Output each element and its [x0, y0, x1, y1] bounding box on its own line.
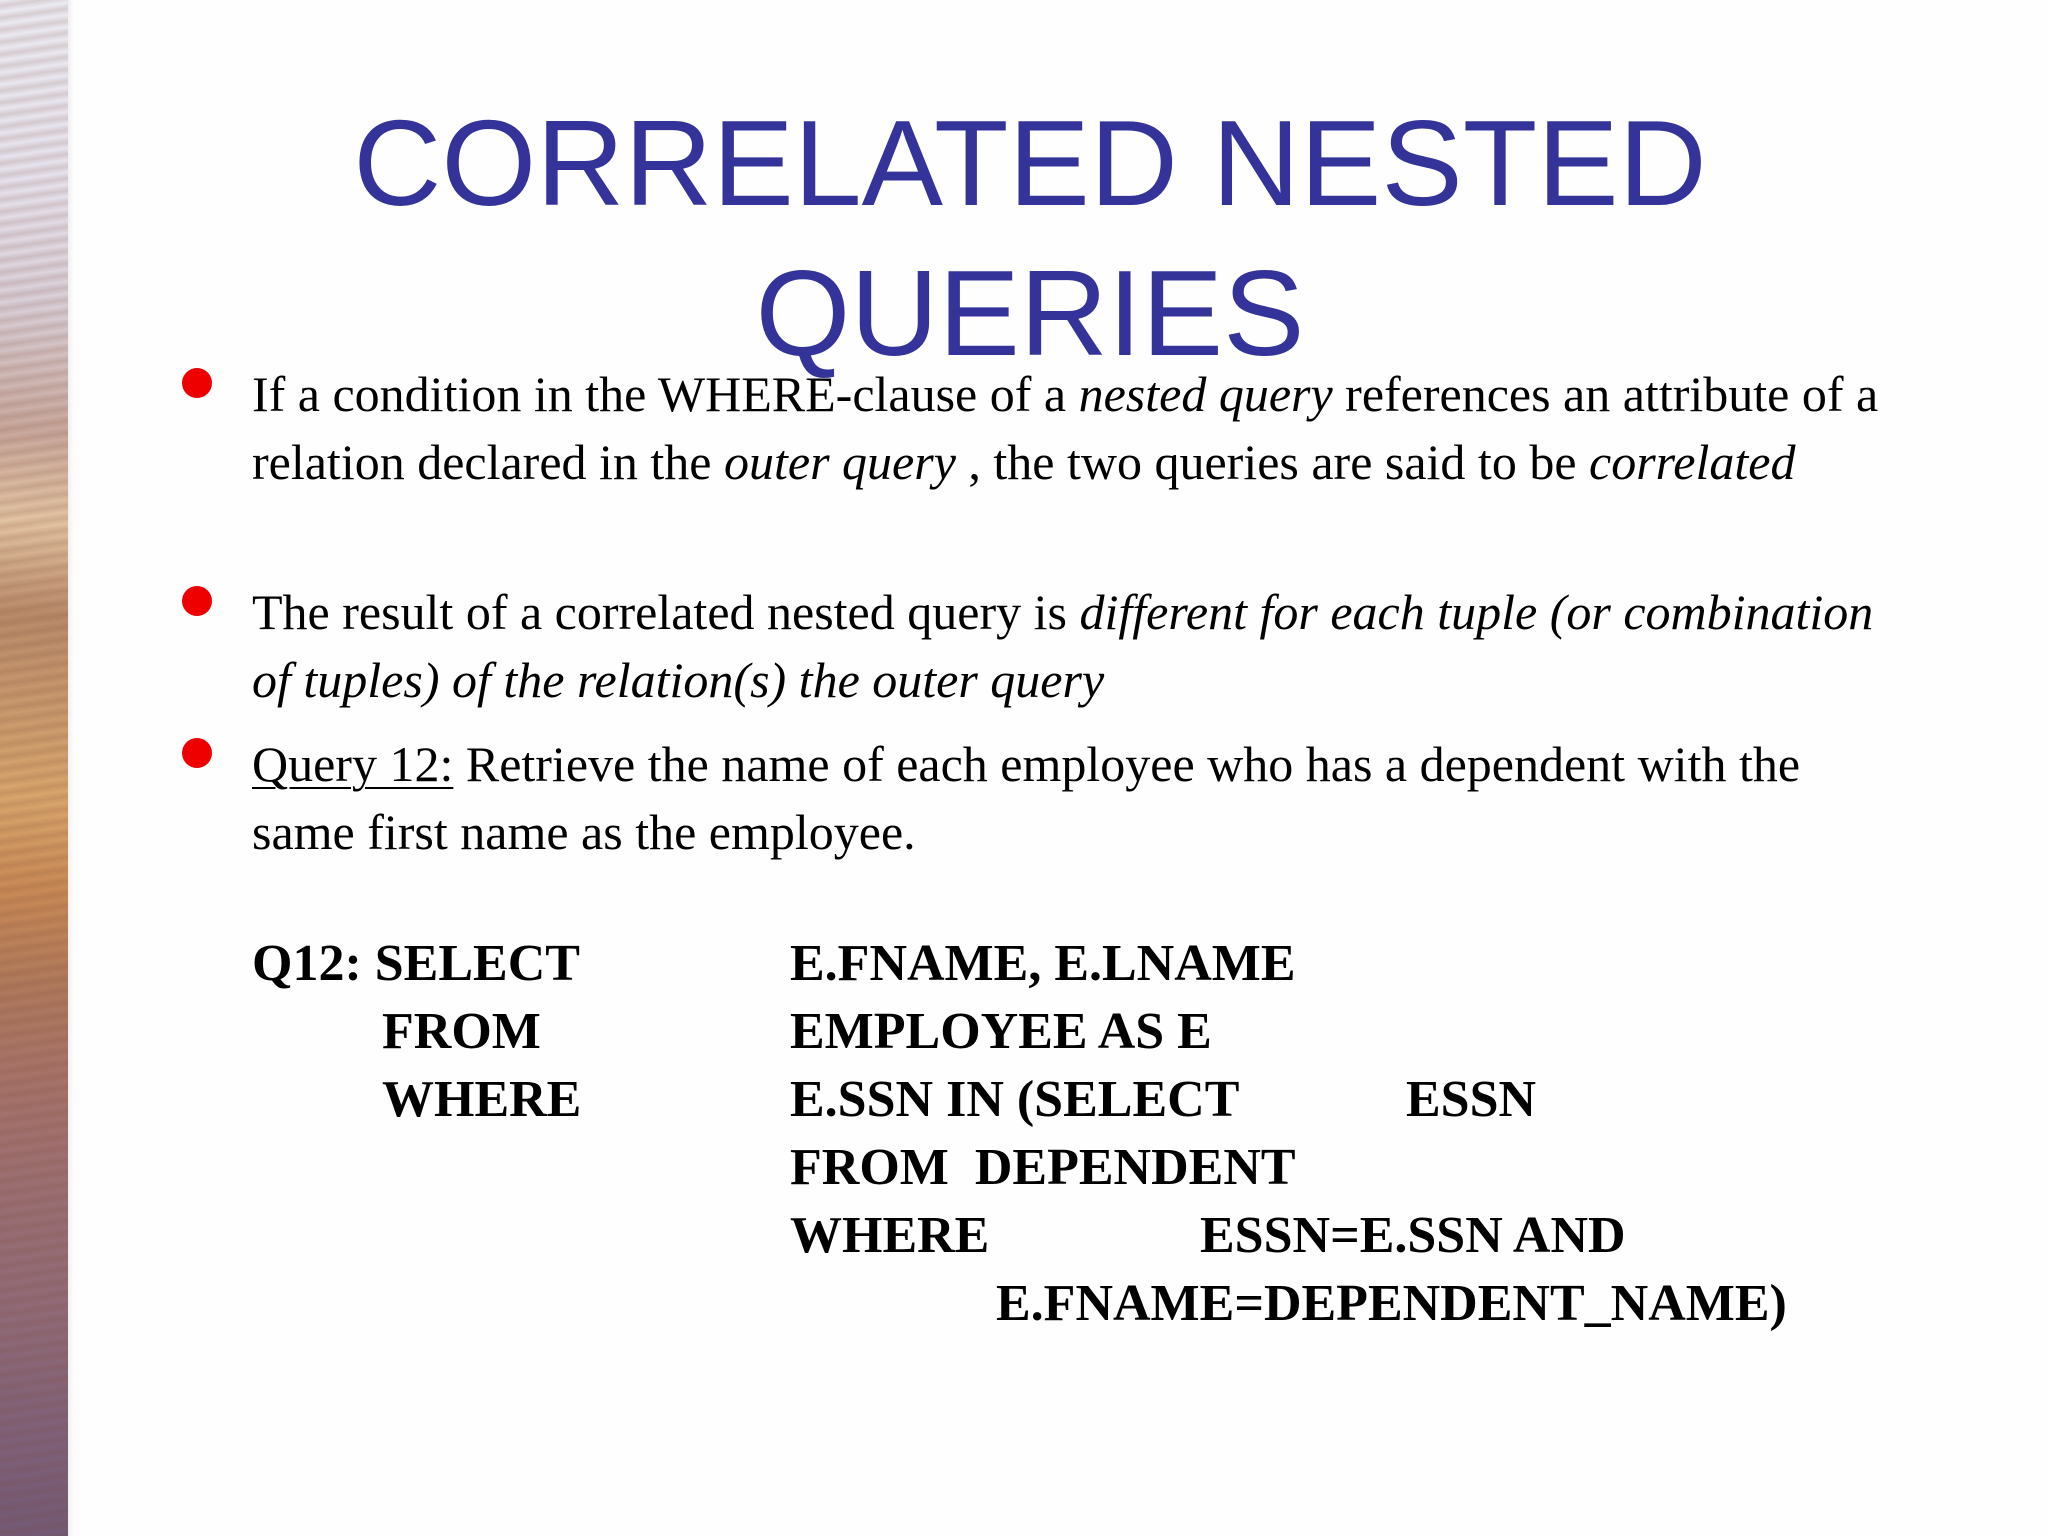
bullet-item-1: If a condition in the WHERE-clause of a nested query references an attribute of a relation declared in the outer query , the two queries are said to be correlated	[252, 366, 1879, 490]
bullet-item-2: The result of a correlated nested query is different for each tuple (or combination of tuples) of the relation(s) the outer query	[252, 584, 1874, 708]
inner-from-clause: FROM DEPENDENT	[790, 1139, 1296, 1196]
query-where-value: E.SSN IN (SELECT	[790, 1071, 1240, 1128]
query-from-value: EMPLOYEE AS E	[790, 1003, 1212, 1060]
query-label: Query 12:	[252, 736, 454, 792]
query-select-keyword: Q12: SELECT	[252, 935, 580, 992]
title-line-1: CORRELATED NESTED	[353, 95, 1707, 231]
bullet-item-3: Query 12: Retrieve the name of each employee who has a dependent with the same first name as the employee.	[252, 736, 1801, 860]
inner-select-value: ESSN	[1406, 1071, 1537, 1128]
bullet-dot-icon	[182, 368, 212, 398]
bullet-dot-icon	[182, 738, 212, 768]
query-select-value: E.FNAME, E.LNAME	[790, 935, 1296, 992]
inner-where-continuation: E.FNAME=DEPENDENT_NAME)	[996, 1275, 1787, 1332]
query-from-keyword: FROM	[382, 1003, 541, 1060]
inner-where-keyword: WHERE	[790, 1207, 990, 1264]
inner-where-value: ESSN=E.SSN AND	[1200, 1207, 1626, 1264]
query-where-keyword: WHERE	[382, 1071, 582, 1128]
bullet-dot-icon	[182, 586, 212, 616]
title-line-2: QUERIES	[755, 245, 1305, 381]
